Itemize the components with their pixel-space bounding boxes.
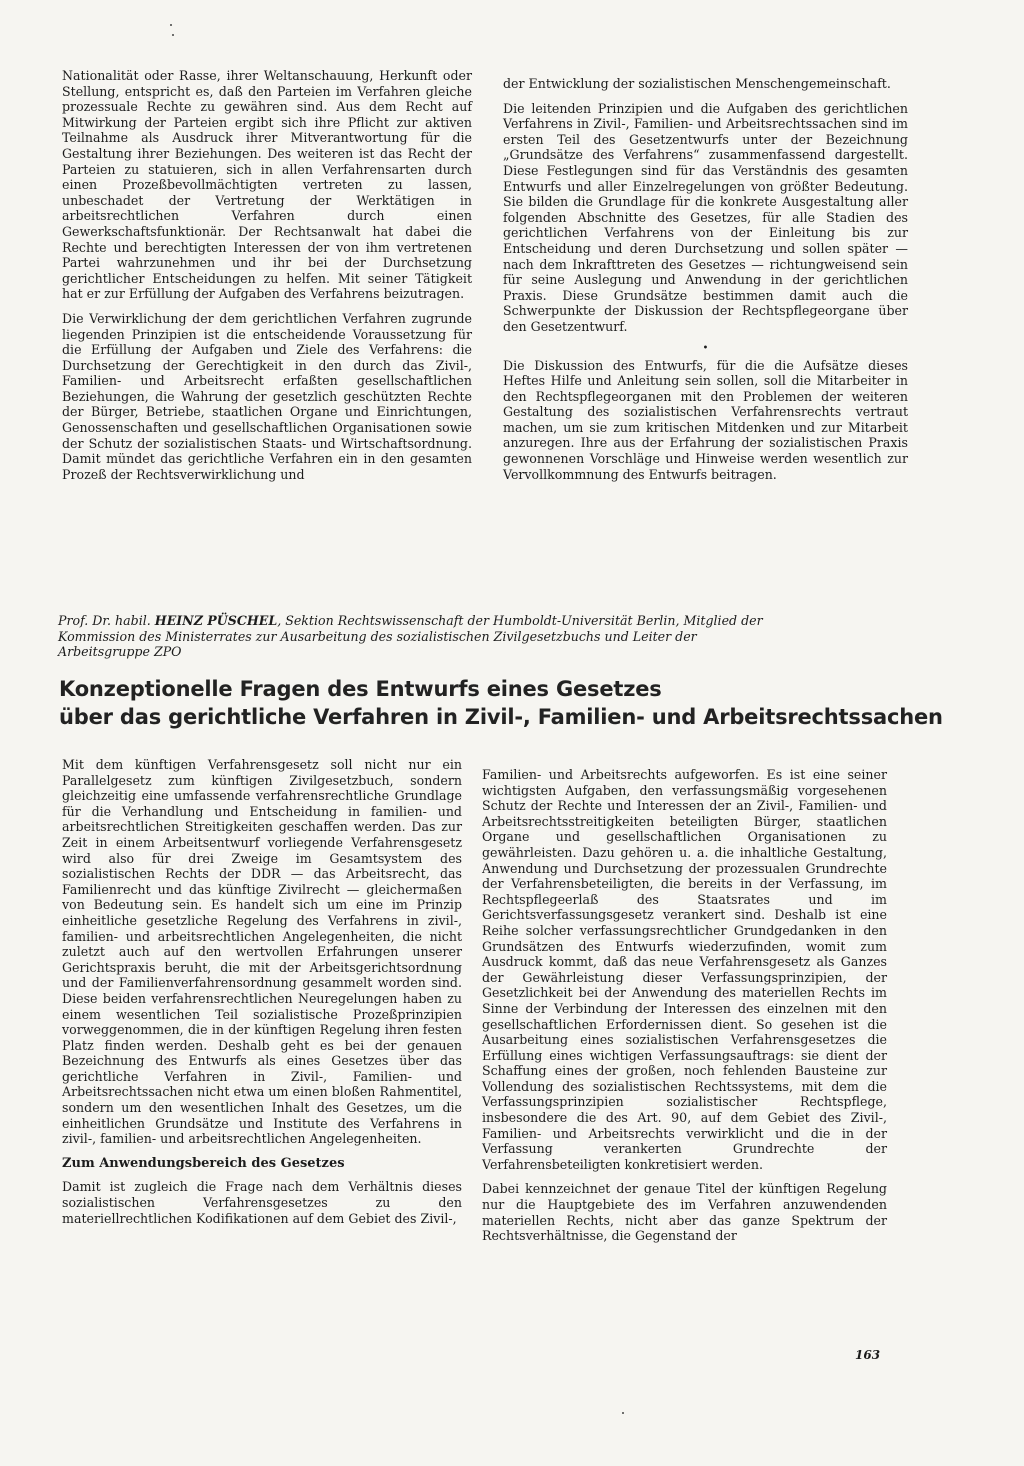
author-name: HEINZ PÜSCHEL	[154, 613, 278, 628]
paragraph: Damit ist zugleich die Frage nach dem Verhältnis dieses sozialistischen Verfahrensgesetzes zu den materiellrechtlichen Kodifikationen auf dem Gebiet des Zivil-,	[62, 1179, 462, 1226]
paragraph: Mit dem künftigen Verfahrensgesetz soll nicht nur ein Parallelgesetz zum künftigen Zivilgesetzbuch, sondern gleichzeitig eine umfassende verfahrensrechtliche Grundlage für die Verhandlung und Entscheidung in familien- und arbeitsrechtlichen Streitigkeiten geschaffen werden. Das zur Zeit in einem Arbeitsentwurf vorliegende Verfahrensgesetz wird also für drei Zweige im Gesamtsystem des sozialistischen Rechts der DDR — das Arbeitsrecht, das Familienrecht und das künftige Zivilrecht — gleichermaßen von Bedeutung sein. Es handelt sich um eine im Prinzip einheitliche gesetzliche Regelung des Verfahrens in zivil-, familien- und arbeitsrechtlichen Angelegenheiten, die nicht zuletzt auch auf den wertvollen Erfahrungen unserer Gerichtspraxis beruht, die mit der Arbeitsgerichtsordnung und der Familienverfahrensordnung gesammelt worden sind. Diese beiden verfahrensrechtlichen Neuregelungen haben zu einem wesentlichen Teil sozialistische Prozeßprinzipien vorweggenommen, die in der künftigen Regelung ihren festen Platz finden werden. Deshalb geht es bei der genauen Bezeichnung des Entwurfs als eines Gesetzes über das gerichtliche Verfahren in Zivil-, Familien- und Arbeitsrechtssachen nicht etwa um einen bloßen Rahmentitel, sondern um den wesentlichen Inhalt des Gesetzes, um die einheitlichen Grundsätze und Institute des Verfahrens in zivil-, familien- und arbeitsrechtlichen Angelegenheiten.	[62, 757, 462, 1147]
paragraph: Die leitenden Prinzipien und die Aufgaben des gerichtlichen Verfahrens in Zivil-, Familien- und Arbeitsrechtssachen sind im ersten Teil des Gesetzentwurfs unter der Bezeichnung „Grundsätze des Verfahrens“ zusammenfassend dargestellt. Diese Festlegungen sind für das Verständnis des gesamten Entwurfs und aller Einzelregelungen von größter Bedeutung. Sie bilden die Grundlage für die konkrete Ausgestaltung aller folgenden Abschnitte des Gesetzes, für alle Stadien des gerichtlichen Verfahrens von der Einleitung bis zur Entscheidung und deren Durchsetzung und sollen später — nach dem Inkrafttreten des Gesetzes — richtungweisend sein für seine Auslegung und Anwendung in der gerichtlichen Praxis. Diese Grundsätze bestimmen damit auch die Schwerpunkte der Diskussion der Rechtspflegeorgane über den Gesetzentwurf.	[503, 100, 908, 334]
paragraph: Familien- und Arbeitsrechts aufgeworfen. Es ist eine seiner wichtigsten Aufgaben, den verfassungsmäßig vorgesehenen Schutz der Rechte und Interessen der an Zivil-, Familien- und Arbeitsrechtsstreitigkeiten beteiligten Bürger, staatlichen Organe und gesellschaftlichen Organisationen zu gewährleisten. Dazu gehören u. a. die inhaltliche Gestaltung, Anwendung und Durchsetzung der prozessualen Grundrechte der Verfahrensbeteiligten, die bereits in der Verfassung, im Rechtspflegeerlaß des Staatsrates und im Gerichtsverfassungsgesetz verankert sind. Deshalb ist eine Reihe solcher verfassungsrechtlicher Grundgedanken in den Grundsätzen des Entwurfs wiederzufinden, womit zum Ausdruck kommt, daß das neue Verfahrensgesetz als Ganzes der Gewährleistung dieser Verfassungsprinzipien, der Gesetzlichkeit bei der Anwendung des materiellen Rechts im Sinne der Verbindung der Interessen des einzelnen mit den gesellschaftlichen Erfordernissen dient. So gesehen ist die Ausarbeitung eines sozialistischen Verfahrensgesetzes die Erfüllung eines wichtigen Verfassungsauftrags: sie dient der Schaffung eines der großen, noch fehlenden Bausteine zur Vollendung des sozialistischen Rechtssystems, mit dem die Verfassungsprinzipien sozialistischer Rechtspflege, insbesondere die des Art. 90, auf dem Gebiet des Zivil-, Familien- und Arbeitsrechts verwirklicht und die in der Verfassung verankerten Grundrechte der Verfahrensbeteiligten konkretisiert werden.	[482, 767, 887, 1172]
column-top-right	[503, 76, 908, 491]
column-top-left	[62, 68, 472, 491]
author-affiliation: , Sektion Rechtswissenschaft der Humboldt-Universität Berlin, Mitglied der Kommission des Ministerrates zur Ausarbeitung des sozialistischen Zivilgesetzbuchs und Leiter der Arbeitsgruppe ZPO	[58, 613, 763, 660]
article-title-line-1: Konzeptionelle Fragen des Entwurfs eines Gesetzes	[59, 677, 662, 701]
scan-speck	[172, 34, 174, 36]
article-title	[59, 675, 943, 731]
paragraph: Die Diskussion des Entwurfs, für die die Aufsätze dieses Heftes Hilfe und Anleitung sein sollen, soll die Mitarbeiter in den Rechtspflegeorganen mit den Problemen der weiteren Gestaltung des sozialistischen Verfahrensrechts vertraut machen, um sie zum kritischen Mitdenken und zur Mitarbeit anzuregen. Ihre aus der Erfahrung der sozialistischen Praxis gewonnenen Vorschläge und Hinweise werden wesentlich zur Vervollkommnung des Entwurfs beitragen.	[503, 357, 908, 482]
paragraph: Nationalität oder Rasse, ihrer Weltanschauung, Herkunft oder Stellung, entspricht es, daß den Parteien im Verfahren gleiche prozessuale Rechte zu gewähren sind. Aus dem Recht auf Mitwirkung der Parteien ergibt sich ihre Pflicht zur aktiven Teilnahme als Ausdruck ihrer Mitverantwortung für die Gestaltung ihrer Beziehungen. Des weiteren ist das Recht der Parteien zu statuieren, sich in allen Verfahrensarten durch einen Prozeßbevollmächtigten vertreten zu lassen, unbeschadet der Vertretung der Werktätigen in arbeitsrechtlichen Verfahren durch einen Gewerkschaftsfunktionär. Der Rechtsanwalt hat dabei die Rechte und berechtigten Interessen der von ihm vertretenen Partei wahrzunehmen und ihr bei der Durchsetzung gerichtlicher Entscheidungen zu helfen. Mit seiner Tätigkeit hat er zur Erfüllung der Aufgaben des Verfahrens beizutragen.	[62, 68, 472, 302]
article-title-line-2: über das gerichtliche Verfahren in Zivil-, Familien- und Arbeitsrechtssachen	[59, 705, 943, 729]
paragraph: Die Verwirklichung der dem gerichtlichen Verfahren zugrunde liegenden Prinzipien ist die entscheidende Voraussetzung für die Erfüllung der Aufgaben und Ziele des Verfahrens: die Durchsetzung der Gerechtigkeit in den durch das Zivil-, Familien- und Arbeitsrecht erfaßten gesellschaftlichen Beziehungen, die Wahrung der gesetzlich geschützten Rechte der Bürger, Betriebe, staatlichen Organe und Einrichtungen, Genossenschaften und gesellschaftlichen Organisationen sowie der Schutz der sozialistischen Staats- und Wirtschaftsordnung. Damit mündet das gerichtliche Verfahren ein in den gesamten Prozeß der Rechtsverwirklichung und	[62, 310, 472, 482]
author-line	[58, 613, 778, 660]
scan-speck	[622, 1412, 624, 1414]
author-title: Prof. Dr. habil.	[58, 613, 151, 628]
column-bottom-right	[482, 767, 887, 1253]
paragraph: der Entwicklung der sozialistischen Menschengemeinschaft.	[503, 76, 891, 91]
scan-speck	[170, 24, 172, 26]
paragraph: Dabei kennzeichnet der genaue Titel der künftigen Regelung nur die Hauptgebiete des im Verfahren anzuwendenden materiellen Rechts, nicht aber das ganze Spektrum der Rechtsverhältnisse, die Gegenstand der	[482, 1181, 887, 1244]
section-subheading: Zum Anwendungsbereich des Gesetzes	[62, 1155, 345, 1171]
page-number: 163	[855, 1348, 881, 1362]
column-bottom-left	[62, 757, 462, 1235]
section-divider: •	[702, 342, 709, 354]
